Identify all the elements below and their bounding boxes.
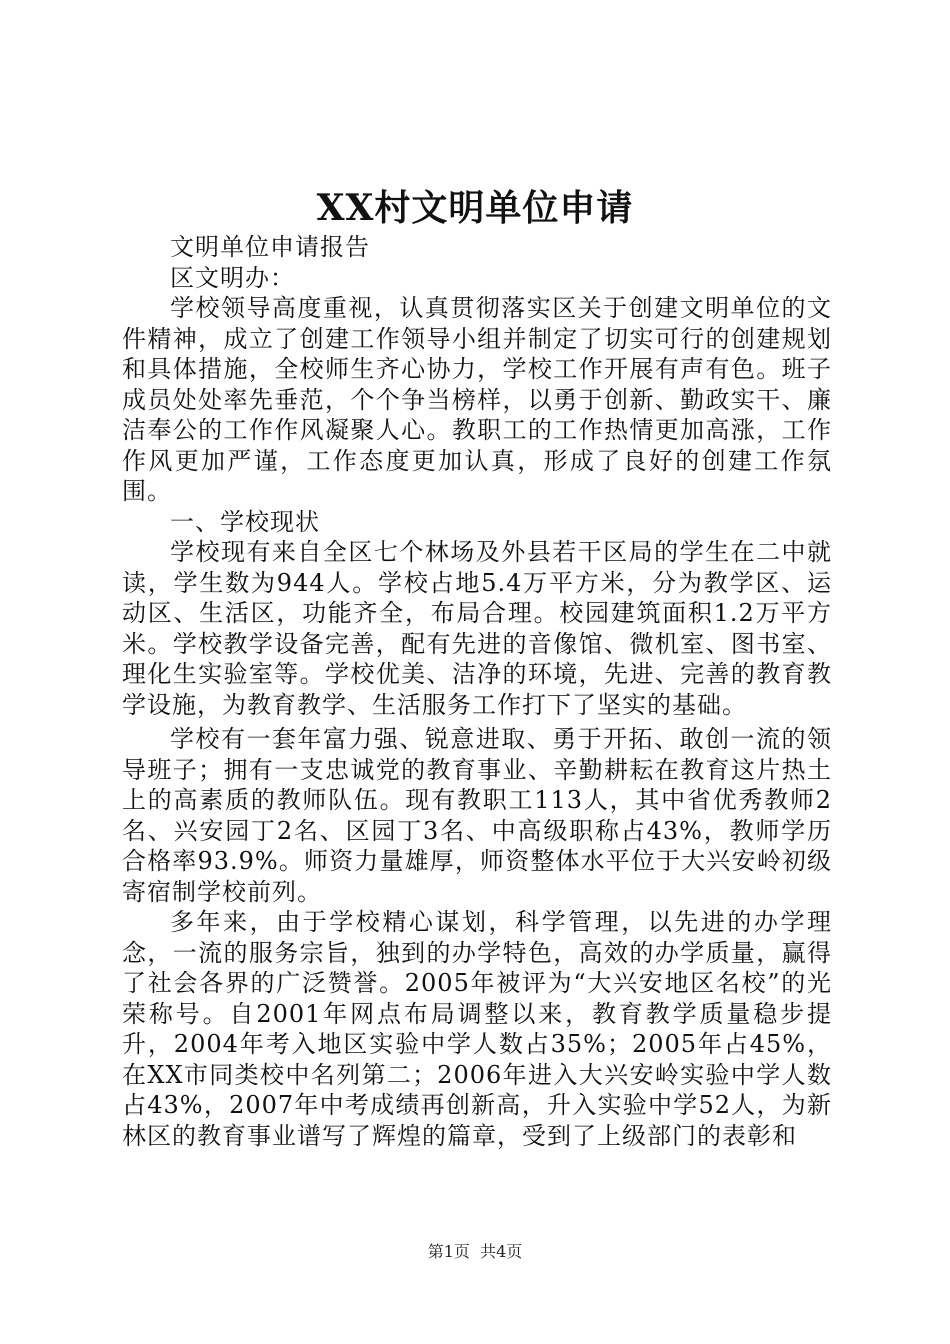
page-footer: [0, 1240, 950, 1264]
report-heading: 文明单位申请报告: [170, 233, 370, 261]
section-heading-1: 一、学校现状: [170, 507, 320, 536]
paragraph-intro: 学校领导高度重视，认真贯彻落实区关于创建文明单位的文件精神，成立了创建工作领导小组并制定了切实可行的创建规划和具体措施，全校师生齐心协力，学校工作开展有声有色。班子成员处处率先垂范，个个争当榜样，以勇于创新、勤政实干、廉洁奉公的工作作风凝聚人心。教职工的工作热情更加高涨，工作作风更加严谨，工作态度更加认真，形成了良好的创建工作氛围。: [122, 294, 832, 505]
page-total: 共4页: [480, 1242, 523, 1261]
document-body: [122, 232, 832, 1151]
paragraph-achievements: 多年来，由于学校精心谋划，科学管理，以先进的办学理念，一流的服务宗旨，独到的办学特色，高效的办学质量，赢得了社会各界的广泛赞誉。2005年被评为“大兴安地区名校”的光荣称号。自2001年网点布局调整以来，教育教学质量稳步提升，2004年考入地区实验中学人数占35%；2005年占45%，在XX市同类校中名列第二；2006年进入大兴安岭实验中学人数占43%，2007年中考成绩再创新高，升入实验中学52人，为新林区的教育事业谱写了辉煌的篇章，受到了上级部门的表彰和: [122, 908, 832, 1150]
document-title: XX村文明单位申请: [316, 187, 634, 229]
salutation: 区文明办：: [170, 263, 295, 292]
paragraph-school-status: 学校现有来自全区七个林场及外县若干区局的学生在二中就读，学生数为944人。学校占地5.4万平方米，分为教学区、运动区、生活区，功能齐全，布局合理。校园建筑面积1.2万平方米。学校教学设备完善，配有先进的音像馆、微机室、图书室、理化生实验室等。学校优美、洁净的环境，先进、完善的教育教学设施，为教育教学、生活服务工作打下了坚实的基础。: [122, 538, 832, 719]
page-number: 第1页: [427, 1242, 470, 1261]
paragraph-staff: 学校有一套年富力强、锐意进取、勇于开拓、敢创一流的领导班子；拥有一支忠诚党的教育事业、辛勤耕耘在教育这片热土上的高素质的教师队伍。现有教职工113人，其中省优秀教师2名、兴安园丁2名、区园丁3名、中高级职称占43%，教师学历合格率93.9%。师资力量雄厚，师资整体水平位于大兴安岭初级寄宿制学校前列。: [122, 725, 832, 906]
